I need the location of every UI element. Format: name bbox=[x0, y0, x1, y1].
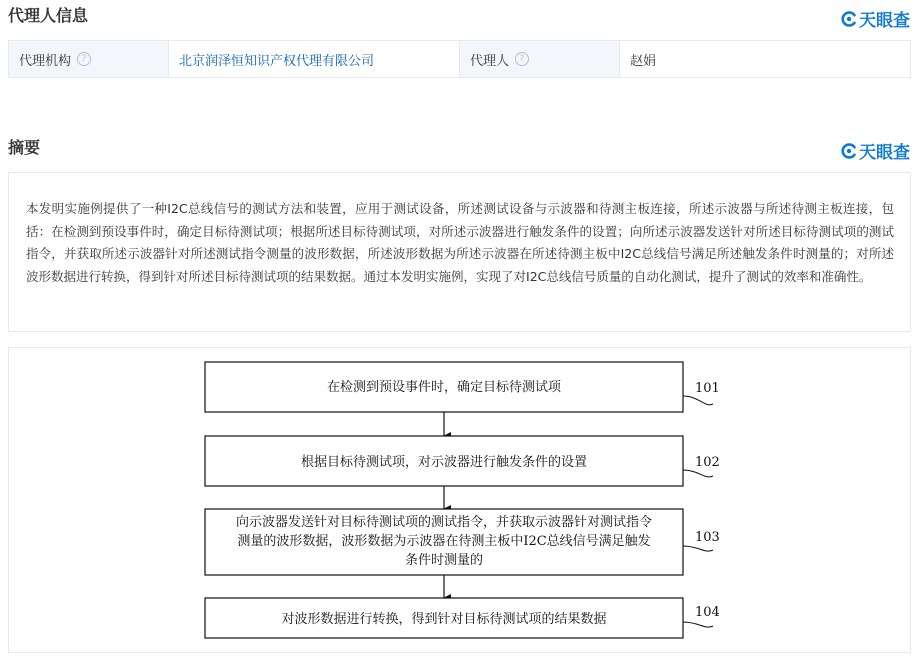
step-103-text-line-1: 向示波器发送针对目标待测试项的测试指令，并获取示波器针对测试指令 bbox=[235, 515, 653, 530]
step-101-label: 101 bbox=[695, 381, 720, 396]
abstract-section-title: 摘要 bbox=[8, 138, 41, 157]
step-103-text-line-2: 测量的波形数据，波形数据为示波器在待测主板中I2C总线信号满足触发 bbox=[237, 534, 651, 549]
step-104-leader bbox=[683, 622, 713, 627]
agent-value-cell bbox=[620, 41, 910, 77]
agency-link[interactable]: 北京润泽恒知识产权代理有限公司 bbox=[179, 53, 375, 69]
tianyancha-logo[interactable] bbox=[841, 138, 910, 163]
agency-value-cell bbox=[169, 41, 460, 77]
abstract-text: 本发明实施例提供了一种I2C总线信号的测试方法和装置，应用于测试设备，所述测试设备与示波器和待测主板连接，所述示波器与所述待测主板连接，包括：在检测到预设事件时，确定目标待测试项；根据所述目标待测试项，对所述示波器进行触发条件的设置；向所述示波器发送针对所述目标待测试项的测试指令，并获取所述示波器针对所述测试指令测量的波形数据，所述波形数据为所述示波器在所述待测主板中I2C总线信号满足所述触发条件时测量的；对所述波形数据进行转换，得到针对所述目标待测试项的结果数据。通过本发明实施例，实现了对I2C总线信号质量的自动化测试，提升了测试的效率和准确性。 bbox=[26, 201, 894, 284]
tianyancha-logo[interactable] bbox=[841, 6, 910, 31]
step-101-leader bbox=[683, 396, 713, 405]
step-104-text: 对波形数据进行转换，得到针对目标待测试项的结果数据 bbox=[281, 612, 607, 627]
agent-value: 赵娟 bbox=[630, 53, 657, 69]
step-101-text: 在检测到预设事件时，确定目标待测试项 bbox=[326, 380, 562, 395]
brand-text: 天眼查 bbox=[859, 11, 910, 31]
agency-label-cell bbox=[9, 41, 169, 77]
agency-label: 代理机构 bbox=[19, 53, 72, 69]
flowchart-svg bbox=[9, 348, 910, 652]
help-icon[interactable]: ? bbox=[77, 52, 91, 66]
tianyancha-logo-icon bbox=[841, 143, 857, 159]
flowchart-figure bbox=[8, 347, 911, 653]
agent-info-table bbox=[8, 40, 911, 78]
step-103-leader bbox=[683, 546, 713, 551]
abstract-box bbox=[8, 172, 911, 332]
agent-label: 代理人 bbox=[470, 53, 510, 69]
help-icon[interactable]: ? bbox=[515, 52, 529, 66]
step-102-label: 102 bbox=[695, 455, 720, 470]
brand-text: 天眼查 bbox=[859, 143, 910, 163]
step-103-text-line-3: 条件时测量的 bbox=[404, 553, 484, 568]
agent-section-title: 代理人信息 bbox=[8, 6, 89, 25]
step-103-label: 103 bbox=[695, 530, 720, 545]
step-104-label: 104 bbox=[695, 605, 720, 620]
step-102-text: 根据目标待测试项，对示波器进行触发条件的设置 bbox=[300, 455, 588, 470]
step-102-leader bbox=[683, 470, 713, 477]
agent-label-cell bbox=[460, 41, 620, 77]
tianyancha-logo-icon bbox=[841, 11, 857, 27]
